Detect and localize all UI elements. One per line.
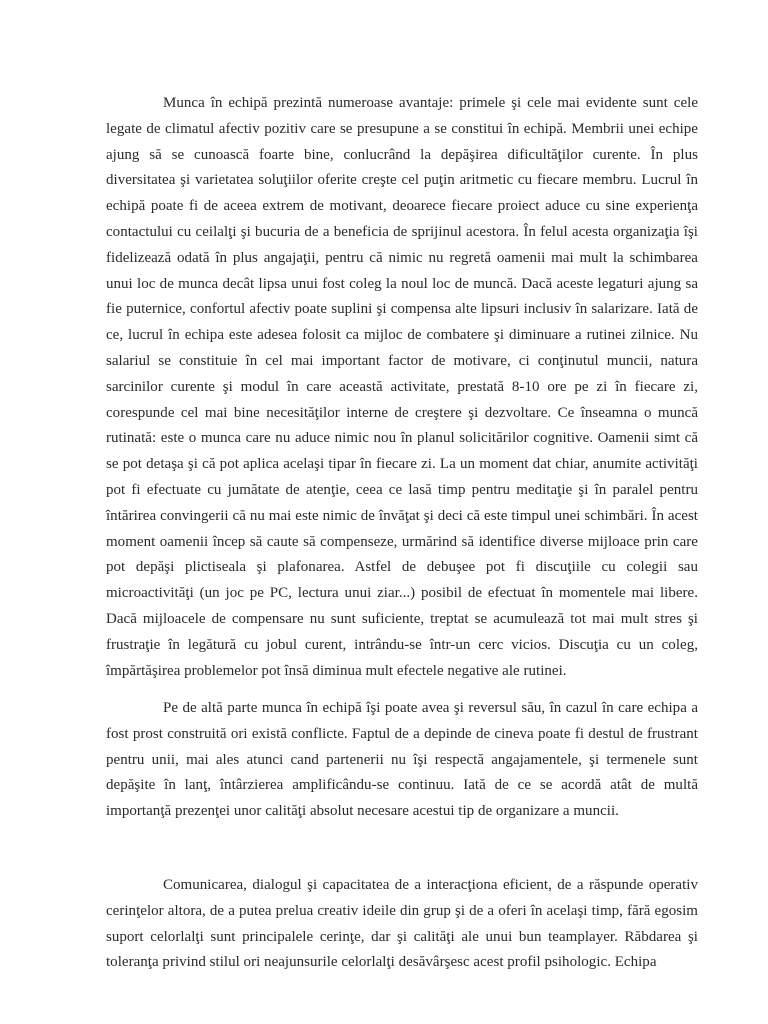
paragraph-teamwork-downsides: Pe de altă parte munca în echipă îşi poate avea şi reversul său, în cazul în care echipa a fost prost construită ori există conflicte. Faptul de a depinde de cineva poate fi destul de frustrant pentru unii, mai ales atunci cand partenerii nu îşi respectă angajamentele, şi termenele sunt depăşite în lanţ, întârzierea amplificându-se continuu. Iată de ce se acordă atât de multă importanţă prezenţei unor calităţi absolut necesare acestui tip de organizare a muncii.: [106, 700, 698, 820]
paragraph-teamwork-advantages: Munca în echipă prezintă numeroase avantaje: primele şi cele mai evidente sunt cele legate de climatul afectiv pozitiv care se presupune a se constitui în echipă. Membrii unei echipe ajung să se cunoască foarte bine, conlucrând la depăşirea dificultăţilor curente. În plus diversitatea şi varietatea soluţiilor oferite creşte cel puţin aritmetic cu fiecare membru. Lucrul în echipă poate fi de aceea extrem de motivant, deoarece fiecare proiect aduce cu sine experienţa contactului cu ceilalţi şi bucuria de a beneficia de sprijinul acestora. În felul acesta organizaţia îşi fidelizează odată în plus angajaţii, pentru că nimic nu regretă oamenii mai mult la schimbarea unui loc de munca decât lipsa unui fost coleg la noul loc de muncă. Dacă aceste legaturi ajung sa fie puternice, confortul afectiv poate suplini şi compensa alte lipsuri inclusiv în salarizare. Iată de ce, lucrul în echipa este adesea folosit ca mijloc de combatere şi diminuare a rutinei zilnice. Nu salariul se constituie în cel mai important factor de motivare, ci conţinutul muncii, natura sarcinilor curente şi modul în care această activitate, prestată 8-10 ore pe zi în fiecare zi, corespunde cel mai bine necesităţilor interne de creştere şi dezvoltare. Ce înseamna o muncă rutinată: este o munca care nu aduce nimic nou în planul solicitărilor cognitive. Oamenii simt că se pot detaşa şi că pot aplica acelaşi tipar în fiecare zi. La un moment dat chiar, anumite activităţi pot fi efectuate cu jumătate de atenţie, ceea ce lasă timp pentru meditaţie şi în paralel pentru întărirea convingerii că nu mai este nimic de învăţat şi deci că este timpul unei schimbări. În acest moment oamenii încep să caute să compenseze, urmărind să identifice diverse mijloace prin care pot depăşi plictiseala şi plafonarea. Astfel de debuşee pot fi discuţiile cu colegii sau microactivităţi (un joc pe PC, lectura unui ziar...) posibil de efectuat în momentele mai libere. Dacă mijloacele de compensare nu sunt suficiente, treptat se acumulează tot mai mult stres şi frustraţie în legătură cu jobul curent, intrându-se într-un cerc vicios. Discuţia cu un coleg, împărtăşirea problemelor pot însă diminua mult efectele negative ale rutinei.: [106, 95, 698, 679]
paragraph-teamplayer-qualities: Comunicarea, dialogul şi capacitatea de a interacţiona eficient, de a răspunde operativ cerinţelor altora, de a putea prelua creativ ideile din grup şi de a oferi în acelaşi timp, fără egosim suport celorlalţi sunt principalele cerinţe, dar şi calităţi ale unui bun teamplayer. Răbdarea şi toleranţa privind stilul ori neajunsurile celorlalţi desăvârşesc acest profil psihologic. Echipa: [106, 877, 698, 971]
